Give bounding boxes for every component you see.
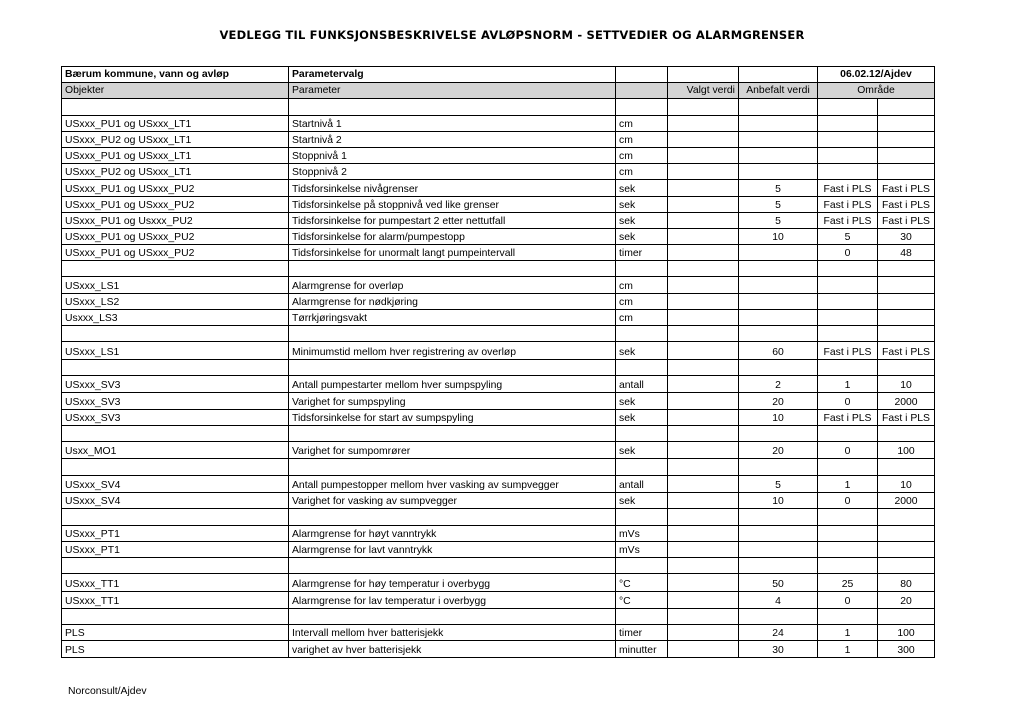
range-min-cell: 25 [818,574,878,592]
range-min-cell: 1 [818,475,878,493]
range-max-cell: 80 [878,574,935,592]
chosen-value-cell [668,441,739,459]
chosen-value-cell [668,359,739,375]
parameter-cell: Tidsforsinkelse for start av sumpspyling [289,409,616,425]
object-cell [62,557,289,573]
range-min-cell [818,541,878,557]
object-cell [62,425,289,441]
range-min-cell [818,509,878,525]
unit-cell [616,261,668,277]
chosen-value-cell [668,212,739,228]
empty-cell [668,67,739,83]
range-max-cell [878,557,935,573]
header-row-2 [62,83,935,99]
chosen-value-cell [668,641,739,657]
range-min-cell [818,425,878,441]
section-cell: Parametervalg [289,67,616,83]
range-min-cell: 1 [818,641,878,657]
column-header-recommended-value: Anbefalt verdi [739,83,818,99]
column-header-objects: Objekter [62,83,289,99]
range-min-cell [818,147,878,163]
table-row [62,441,935,459]
spacer-row [62,557,935,573]
chosen-value-cell [668,245,739,261]
column-header-range: Område [818,83,935,99]
spacer-row [62,609,935,625]
recommended-value-cell: 10 [739,493,818,509]
parameter-cell [289,359,616,375]
chosen-value-cell [668,393,739,409]
parameter-cell: Tidsforsinkelse nivågrenser [289,180,616,196]
parameter-cell: Antall pumpestopper mellom hver vasking av sumpvegger [289,475,616,493]
range-min-cell [818,525,878,541]
recommended-value-cell [739,147,818,163]
unit-cell: mVs [616,541,668,557]
range-max-cell [878,99,935,115]
recommended-value-cell [739,359,818,375]
range-max-cell [878,425,935,441]
parameter-cell: Varighet for vasking av sumpvegger [289,493,616,509]
object-cell: PLS [62,625,289,641]
range-max-cell: Fast i PLS [878,342,935,360]
recommended-value-cell: 2 [739,375,818,393]
parameter-cell [289,326,616,342]
range-min-cell [818,131,878,147]
parameter-cell: Stoppnivå 1 [289,147,616,163]
object-cell: Usxx_MO1 [62,441,289,459]
range-max-cell [878,525,935,541]
range-max-cell [878,309,935,325]
parameter-cell [289,425,616,441]
chosen-value-cell [668,99,739,115]
chosen-value-cell [668,425,739,441]
chosen-value-cell [668,409,739,425]
range-min-cell [818,459,878,475]
chosen-value-cell [668,509,739,525]
empty-cell [616,67,668,83]
recommended-value-cell [739,115,818,131]
parameter-cell: Tidsforsinkelse for unormalt langt pumpeintervall [289,245,616,261]
object-cell: USxxx_PT1 [62,525,289,541]
chosen-value-cell [668,131,739,147]
unit-cell [616,459,668,475]
chosen-value-cell [668,375,739,393]
table-row [62,309,935,325]
recommended-value-cell [739,277,818,293]
recommended-value-cell: 20 [739,441,818,459]
unit-cell: sek [616,228,668,244]
object-cell: USxxx_SV4 [62,475,289,493]
parameter-cell [289,509,616,525]
parameter-table [61,66,935,658]
recommended-value-cell: 5 [739,475,818,493]
recommended-value-cell: 24 [739,625,818,641]
recommended-value-cell [739,99,818,115]
chosen-value-cell [668,164,739,180]
recommended-value-cell: 60 [739,342,818,360]
range-max-cell: Fast i PLS [878,196,935,212]
recommended-value-cell: 5 [739,180,818,196]
chosen-value-cell [668,541,739,557]
parameter-cell: Alarmgrense for høyt vanntrykk [289,525,616,541]
range-max-cell: 10 [878,475,935,493]
recommended-value-cell [739,425,818,441]
parameter-cell [289,459,616,475]
chosen-value-cell [668,342,739,360]
range-min-cell: 0 [818,591,878,609]
object-cell: USxxx_SV4 [62,493,289,509]
range-max-cell: 2000 [878,393,935,409]
range-min-cell [818,277,878,293]
unit-cell [616,359,668,375]
chosen-value-cell [668,493,739,509]
range-max-cell: Fast i PLS [878,212,935,228]
recommended-value-cell [739,609,818,625]
recommended-value-cell: 10 [739,409,818,425]
parameter-cell [289,99,616,115]
object-cell: USxxx_TT1 [62,574,289,592]
range-max-cell [878,459,935,475]
range-max-cell: 20 [878,591,935,609]
unit-cell: timer [616,625,668,641]
object-cell [62,261,289,277]
object-cell: USxxx_PU1 og Usxxx_PU2 [62,212,289,228]
table-row [62,525,935,541]
column-header-unit [616,83,668,99]
recommended-value-cell [739,459,818,475]
recommended-value-cell [739,164,818,180]
unit-cell [616,425,668,441]
parameter-cell: Startnivå 2 [289,131,616,147]
chosen-value-cell [668,228,739,244]
range-min-cell: Fast i PLS [818,212,878,228]
object-cell [62,99,289,115]
chosen-value-cell [668,525,739,541]
range-min-cell [818,115,878,131]
unit-cell: antall [616,375,668,393]
range-max-cell: 100 [878,625,935,641]
object-cell [62,359,289,375]
object-cell: USxxx_PU1 og USxxx_LT1 [62,147,289,163]
recommended-value-cell [739,293,818,309]
range-max-cell: 300 [878,641,935,657]
range-max-cell [878,509,935,525]
chosen-value-cell [668,293,739,309]
unit-cell: sek [616,196,668,212]
unit-cell: minutter [616,641,668,657]
range-max-cell: 10 [878,375,935,393]
range-min-cell [818,309,878,325]
recommended-value-cell: 4 [739,591,818,609]
range-max-cell: Fast i PLS [878,180,935,196]
range-min-cell: 5 [818,228,878,244]
range-min-cell: 0 [818,393,878,409]
unit-cell [616,557,668,573]
organization-cell: Bærum kommune, vann og avløp [62,67,289,83]
recommended-value-cell: 20 [739,393,818,409]
object-cell: Usxxx_LS3 [62,309,289,325]
recommended-value-cell [739,541,818,557]
range-min-cell [818,609,878,625]
range-min-cell [818,261,878,277]
table-row [62,245,935,261]
object-cell [62,459,289,475]
spacer-row [62,326,935,342]
range-min-cell [818,99,878,115]
table-row [62,277,935,293]
range-min-cell: 0 [818,493,878,509]
parameter-cell: Varighet for sumpomrører [289,441,616,459]
range-min-cell [818,164,878,180]
parameter-cell: Tørrkjøringsvakt [289,309,616,325]
range-max-cell: 2000 [878,493,935,509]
range-max-cell [878,261,935,277]
range-min-cell: 0 [818,245,878,261]
parameter-cell [289,261,616,277]
header-row-1 [62,67,935,83]
spacer-row [62,359,935,375]
object-cell [62,509,289,525]
table-row [62,625,935,641]
object-cell: USxxx_LS1 [62,277,289,293]
object-cell: USxxx_PU1 og USxxx_PU2 [62,196,289,212]
range-min-cell: 1 [818,625,878,641]
chosen-value-cell [668,326,739,342]
table-row [62,541,935,557]
recommended-value-cell [739,309,818,325]
unit-cell: sek [616,393,668,409]
range-min-cell [818,359,878,375]
object-cell: USxxx_PU1 og USxxx_PU2 [62,228,289,244]
parameter-cell: varighet av hver batterisjekk [289,641,616,657]
range-min-cell: Fast i PLS [818,180,878,196]
table-row [62,493,935,509]
spacer-row [62,261,935,277]
table-row [62,147,935,163]
range-max-cell [878,164,935,180]
parameter-cell [289,557,616,573]
table-row [62,228,935,244]
object-cell: USxxx_LS1 [62,342,289,360]
parameter-cell: Startnivå 1 [289,115,616,131]
object-cell: USxxx_SV3 [62,409,289,425]
range-max-cell [878,147,935,163]
range-max-cell: 100 [878,441,935,459]
range-min-cell [818,326,878,342]
chosen-value-cell [668,591,739,609]
table-row [62,212,935,228]
chosen-value-cell [668,475,739,493]
chosen-value-cell [668,277,739,293]
unit-cell: °C [616,574,668,592]
recommended-value-cell: 10 [739,228,818,244]
column-header-chosen-value: Valgt verdi [668,83,739,99]
unit-cell: cm [616,309,668,325]
parameter-cell: Stoppnivå 2 [289,164,616,180]
page-title: VEDLEGG TIL FUNKSJONSBESKRIVELSE AVLØPSNORM - SETTVEDIER OG ALARMGRENSER [219,28,805,42]
spacer-row [62,459,935,475]
range-min-cell: 1 [818,375,878,393]
table-row [62,115,935,131]
unit-cell: cm [616,293,668,309]
object-cell: USxxx_PT1 [62,541,289,557]
chosen-value-cell [668,574,739,592]
table-row [62,342,935,360]
range-max-cell [878,609,935,625]
table-row [62,196,935,212]
table-row [62,409,935,425]
parameter-cell: Alarmgrense for overløp [289,277,616,293]
table-row [62,131,935,147]
parameter-cell: Alarmgrense for høy temperatur i overbygg [289,574,616,592]
range-max-cell [878,359,935,375]
parameter-cell: Alarmgrense for nødkjøring [289,293,616,309]
object-cell: USxxx_PU1 og USxxx_PU2 [62,245,289,261]
object-cell: USxxx_SV3 [62,393,289,409]
chosen-value-cell [668,459,739,475]
table-row [62,591,935,609]
recommended-value-cell: 5 [739,196,818,212]
table-row [62,164,935,180]
spacer-row [62,99,935,115]
range-max-cell [878,115,935,131]
range-max-cell [878,277,935,293]
range-min-cell: Fast i PLS [818,196,878,212]
table-row [62,574,935,592]
footer-text: Norconsult/Ajdev [68,686,147,697]
parameter-cell: Minimumstid mellom hver registrering av overløp [289,342,616,360]
chosen-value-cell [668,309,739,325]
range-max-cell [878,293,935,309]
range-max-cell [878,131,935,147]
recommended-value-cell [739,557,818,573]
range-max-cell: 48 [878,245,935,261]
table-row [62,475,935,493]
unit-cell: sek [616,409,668,425]
object-cell: USxxx_TT1 [62,591,289,609]
object-cell: USxxx_PU2 og USxxx_LT1 [62,131,289,147]
chosen-value-cell [668,625,739,641]
parameter-cell [289,609,616,625]
object-cell: USxxx_LS2 [62,293,289,309]
object-cell [62,326,289,342]
object-cell: PLS [62,641,289,657]
range-min-cell: 0 [818,441,878,459]
parameter-cell: Tidsforsinkelse for pumpestart 2 etter nettutfall [289,212,616,228]
object-cell: USxxx_PU1 og USxxx_PU2 [62,180,289,196]
empty-cell [739,67,818,83]
unit-cell: timer [616,245,668,261]
recommended-value-cell [739,326,818,342]
range-min-cell [818,293,878,309]
chosen-value-cell [668,147,739,163]
unit-cell: cm [616,164,668,180]
unit-cell: cm [616,147,668,163]
parameter-cell: Alarmgrense for lavt vanntrykk [289,541,616,557]
chosen-value-cell [668,115,739,131]
recommended-value-cell [739,261,818,277]
recommended-value-cell: 5 [739,212,818,228]
date-author-cell: 06.02.12/Ajdev [818,67,935,83]
unit-cell: °C [616,591,668,609]
unit-cell: antall [616,475,668,493]
range-max-cell [878,326,935,342]
range-max-cell [878,541,935,557]
unit-cell: sek [616,212,668,228]
range-min-cell: Fast i PLS [818,409,878,425]
range-max-cell: Fast i PLS [878,409,935,425]
parameter-cell: Tidsforsinkelse for alarm/pumpestopp [289,228,616,244]
recommended-value-cell [739,509,818,525]
unit-cell: cm [616,277,668,293]
range-min-cell [818,557,878,573]
unit-cell: sek [616,493,668,509]
unit-cell: cm [616,115,668,131]
unit-cell: sek [616,180,668,196]
recommended-value-cell [739,525,818,541]
unit-cell: sek [616,441,668,459]
table-row [62,180,935,196]
unit-cell: cm [616,131,668,147]
object-cell: USxxx_PU2 og USxxx_LT1 [62,164,289,180]
chosen-value-cell [668,609,739,625]
recommended-value-cell: 50 [739,574,818,592]
chosen-value-cell [668,196,739,212]
parameter-cell: Alarmgrense for lav temperatur i overbygg [289,591,616,609]
unit-cell [616,609,668,625]
column-header-parameter: Parameter [289,83,616,99]
table-row [62,293,935,309]
unit-cell [616,509,668,525]
object-cell [62,609,289,625]
range-max-cell: 30 [878,228,935,244]
recommended-value-cell [739,245,818,261]
object-cell: USxxx_PU1 og USxxx_LT1 [62,115,289,131]
range-min-cell: Fast i PLS [818,342,878,360]
parameter-cell: Intervall mellom hver batterisjekk [289,625,616,641]
recommended-value-cell [739,131,818,147]
chosen-value-cell [668,557,739,573]
chosen-value-cell [668,180,739,196]
spacer-row [62,425,935,441]
table-row [62,375,935,393]
unit-cell [616,326,668,342]
unit-cell [616,99,668,115]
unit-cell: mVs [616,525,668,541]
unit-cell: sek [616,342,668,360]
table-row [62,641,935,657]
parameter-cell: Antall pumpestarter mellom hver sumpspyling [289,375,616,393]
recommended-value-cell: 30 [739,641,818,657]
chosen-value-cell [668,261,739,277]
spacer-row [62,509,935,525]
object-cell: USxxx_SV3 [62,375,289,393]
parameter-cell: Varighet for sumpspyling [289,393,616,409]
parameter-cell: Tidsforsinkelse på stoppnivå ved like grenser [289,196,616,212]
table-row [62,393,935,409]
